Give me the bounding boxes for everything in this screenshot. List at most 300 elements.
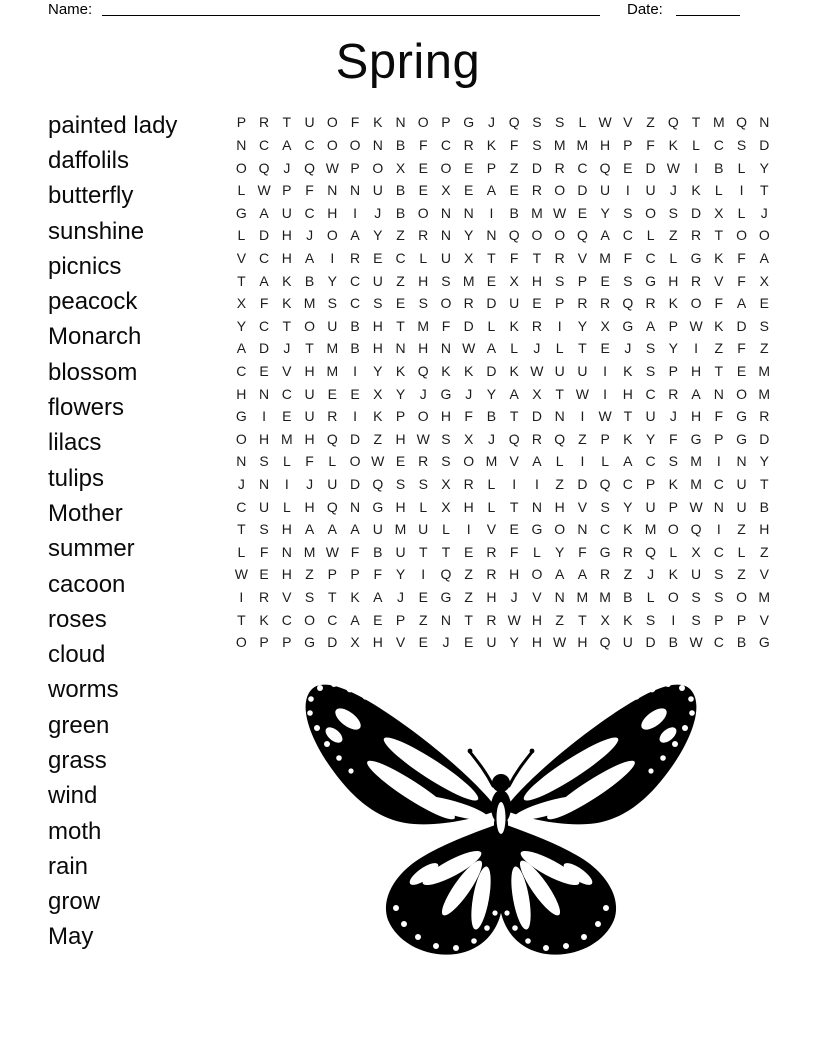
letter-cell: T (691, 114, 701, 131)
letter-cell: N (440, 227, 452, 244)
letter-cell: W (325, 543, 339, 560)
letter-cell: I (284, 476, 289, 493)
word-list-item: moth (48, 817, 102, 845)
letter-cell: Z (555, 611, 564, 628)
letter-cell: A (759, 249, 769, 266)
letter-cell: P (668, 317, 678, 334)
letter-cell: O (349, 136, 361, 153)
letter-cell: K (623, 521, 633, 538)
letter-cell: S (759, 317, 769, 334)
letter-cell: T (714, 227, 724, 244)
letter-cell: L (737, 204, 746, 221)
letter-cell: J (487, 430, 495, 447)
letter-cell: Z (759, 543, 769, 560)
letter-cell: Q (736, 114, 747, 131)
word-list-item: roses (48, 605, 107, 633)
letter-cell: N (736, 453, 747, 470)
letter-cell: Y (509, 634, 519, 651)
letter-cell: L (669, 543, 678, 560)
word-list-item: painted lady (48, 111, 178, 139)
letter-cell: X (691, 543, 701, 560)
letter-cell: I (694, 159, 698, 176)
word-search-grid (230, 111, 776, 654)
letter-cell: E (418, 159, 428, 176)
letter-cell: O (349, 453, 361, 470)
letter-cell: U (577, 363, 588, 379)
letter-cell: E (509, 182, 519, 199)
letter-cell: V (577, 498, 588, 515)
letter-cell: S (441, 272, 451, 289)
letter-cell: Y (486, 385, 497, 402)
letter-cell: F (305, 182, 314, 199)
letter-cell: U (645, 498, 656, 515)
letter-cell: L (692, 136, 700, 153)
letter-cell: L (419, 249, 428, 266)
letter-cell: U (372, 521, 383, 538)
letter-cell: Z (509, 159, 519, 176)
letter-cell: H (668, 272, 679, 289)
letter-cell: W (371, 453, 385, 470)
letter-cell: O (667, 589, 679, 606)
letter-cell: F (509, 249, 519, 266)
letter-cell: S (691, 589, 701, 606)
letter-cell: E (259, 363, 269, 379)
letter-cell: K (714, 317, 724, 334)
letter-cell: C (236, 498, 247, 515)
letter-cell: E (600, 272, 610, 289)
letter-cell: L (669, 249, 678, 266)
letter-cell: D (531, 408, 542, 425)
letter-cell: G (304, 634, 316, 651)
letter-cell: B (395, 204, 406, 221)
letter-cell: D (486, 295, 497, 312)
letter-cell: M (690, 476, 702, 493)
letter-cell: M (576, 136, 589, 153)
letter-cell: J (647, 566, 655, 583)
letter-cell: B (714, 159, 724, 176)
letter-cell: K (714, 249, 724, 266)
letter-cell: S (418, 476, 428, 493)
letter-cell: T (282, 114, 292, 131)
letter-cell: P (259, 634, 269, 651)
letter-cell: D (645, 159, 656, 176)
letter-cell: O (736, 589, 747, 606)
letter-cell: L (487, 476, 496, 493)
letter-cell: K (282, 272, 292, 289)
letter-cell: S (668, 204, 678, 221)
letter-cell: N (440, 611, 452, 628)
letter-cell: G (758, 634, 770, 651)
letter-cell: G (736, 408, 747, 425)
letter-cell: T (237, 611, 246, 628)
letter-cell: H (463, 498, 474, 515)
letter-cell: F (714, 295, 724, 312)
letter-cell: Z (646, 114, 655, 131)
letter-cell: F (373, 566, 383, 583)
letter-cell: O (531, 227, 543, 244)
letter-cell: J (442, 634, 450, 651)
letter-cell: E (577, 204, 588, 221)
letter-cell: C (440, 136, 452, 153)
letter-cell: J (760, 204, 768, 221)
letter-cell: X (464, 249, 474, 266)
letter-cell: R (600, 295, 611, 312)
letter-cell: U (281, 204, 292, 221)
letter-cell: K (395, 363, 406, 379)
letter-cell: R (531, 430, 542, 447)
letter-cell: B (759, 498, 769, 515)
letter-cell: Z (714, 340, 724, 357)
letter-cell: L (646, 589, 655, 606)
word-list-item: rain (48, 852, 89, 880)
letter-cell: K (668, 566, 678, 583)
letter-cell: C (281, 385, 292, 402)
letter-cell: M (326, 340, 339, 357)
letter-cell: P (395, 408, 406, 425)
letter-cell: X (600, 317, 610, 334)
letter-cell: N (713, 385, 724, 402)
letter-cell: E (350, 385, 360, 402)
letter-cell: Q (508, 227, 520, 244)
letter-cell: I (353, 363, 357, 379)
letter-cell: Q (554, 430, 566, 447)
letter-cell: J (669, 408, 677, 425)
letter-cell: A (532, 453, 542, 470)
letter-cell: O (554, 182, 566, 199)
letter-cell: D (736, 317, 747, 334)
word-list-item: sunshine (48, 217, 145, 245)
letter-cell: W (416, 430, 430, 447)
letter-cell: O (440, 159, 452, 176)
word-list (48, 108, 177, 955)
letter-cell: E (464, 182, 474, 199)
letter-cell: Q (508, 430, 520, 447)
letter-cell: A (486, 340, 497, 357)
letter-cell: E (373, 611, 383, 628)
letter-cell: I (239, 589, 244, 606)
letter-cell: G (736, 430, 747, 447)
letter-cell: Q (372, 476, 384, 493)
letter-cell: P (350, 566, 360, 583)
letter-cell: A (282, 136, 292, 153)
letter-cell: Z (669, 227, 678, 244)
word-list-item: Mother (48, 499, 123, 527)
letter-cell: F (646, 136, 655, 153)
letter-cell: T (759, 476, 769, 493)
letter-cell: J (306, 227, 314, 244)
letter-cell: E (736, 363, 747, 379)
letter-cell: F (259, 295, 269, 312)
letter-cell: U (622, 634, 633, 651)
letter-cell: S (259, 521, 269, 538)
letter-cell: M (690, 453, 702, 470)
letter-cell: O (372, 159, 384, 176)
letter-cell: T (396, 317, 405, 334)
letter-cell: D (327, 634, 338, 651)
letter-cell: Q (258, 159, 270, 176)
letter-cell: Q (326, 498, 338, 515)
letter-cell: Y (395, 385, 406, 402)
letter-cell: K (668, 295, 678, 312)
letter-cell: J (624, 340, 632, 357)
letter-cell: H (759, 521, 770, 538)
letter-cell: Q (440, 566, 452, 583)
letter-cell: O (326, 114, 338, 131)
letter-cell: H (577, 634, 588, 651)
letter-cell: H (236, 385, 247, 402)
word-list-item: Monarch (48, 323, 142, 351)
letter-cell: H (440, 408, 452, 425)
letter-cell: F (350, 543, 360, 560)
letter-cell: J (237, 476, 245, 493)
letter-cell: O (554, 227, 566, 244)
letter-cell: M (281, 430, 293, 447)
letter-cell: W (462, 340, 476, 357)
letter-cell: G (235, 204, 247, 221)
letter-cell: R (486, 566, 497, 583)
letter-cell: W (689, 317, 703, 334)
letter-cell: B (304, 272, 315, 289)
letter-cell: Q (622, 295, 634, 312)
letter-cell: M (531, 204, 543, 221)
letter-cell: E (373, 249, 383, 266)
letter-cell: C (281, 611, 292, 628)
letter-cell: V (395, 634, 406, 651)
letter-cell: B (350, 317, 360, 334)
name-blank-line (102, 0, 600, 16)
letter-cell: N (531, 498, 542, 515)
letter-cell: Q (599, 476, 611, 493)
letter-cell: L (487, 498, 496, 515)
letter-cell: T (418, 543, 428, 560)
letter-cell: X (441, 498, 451, 515)
letter-cell: U (259, 498, 270, 515)
letter-cell: M (576, 589, 589, 606)
letter-cell: D (690, 204, 702, 221)
letter-cell: O (736, 227, 747, 244)
letter-cell: Z (555, 476, 564, 493)
letter-cell: S (304, 589, 315, 606)
word-list-item: green (48, 711, 110, 739)
letter-cell: S (645, 340, 656, 357)
letter-cell: V (759, 566, 769, 583)
letter-cell: S (554, 272, 565, 289)
letter-cell: K (373, 408, 383, 425)
letter-cell: P (668, 363, 678, 379)
word-list-item: wind (48, 782, 98, 810)
letter-cell: G (645, 272, 657, 289)
word-list-item: peacock (48, 288, 138, 316)
letter-cell: K (464, 363, 474, 379)
letter-cell: U (304, 385, 315, 402)
letter-cell: X (464, 430, 474, 447)
letter-cell: M (553, 136, 566, 153)
letter-cell: I (603, 363, 608, 379)
letter-cell: C (713, 136, 724, 153)
letter-cell: V (282, 363, 292, 379)
letter-cell: K (441, 363, 451, 379)
letter-cell: V (623, 114, 633, 131)
letter-cell: P (486, 159, 497, 176)
letter-cell: N (713, 498, 724, 515)
letter-cell: R (577, 295, 588, 312)
letter-cell: Q (667, 114, 679, 131)
letter-cell: F (669, 430, 678, 447)
letter-cell: Z (464, 589, 473, 606)
letter-cell: A (259, 272, 269, 289)
word-list-item: lilacs (48, 429, 102, 457)
letter-cell: P (282, 634, 292, 651)
letter-cell: B (736, 634, 747, 651)
letter-cell: V (532, 589, 542, 606)
letter-cell: M (462, 272, 475, 289)
letter-cell: E (464, 634, 474, 651)
letter-cell: P (554, 295, 565, 312)
letter-cell: E (532, 295, 542, 312)
letter-cell: C (645, 249, 656, 266)
letter-cell: Z (396, 272, 405, 289)
letter-cell: Z (623, 566, 633, 583)
letter-cell: O (645, 204, 657, 221)
date-blank-line (676, 0, 740, 16)
letter-cell: L (237, 227, 246, 244)
letter-cell: O (326, 227, 338, 244)
letter-cell: Q (645, 543, 657, 560)
letter-cell: I (489, 204, 494, 221)
letter-cell: X (600, 611, 610, 628)
letter-cell: K (350, 589, 360, 606)
letter-cell: S (691, 611, 701, 628)
letter-cell: F (737, 249, 746, 266)
letter-cell: C (236, 363, 247, 379)
letter-cell: G (440, 589, 452, 606)
letter-cell: R (690, 272, 702, 289)
letter-cell: R (554, 249, 565, 266)
letter-cell: F (350, 114, 360, 131)
letter-cell: D (349, 476, 361, 493)
letter-cell: L (510, 340, 519, 357)
letter-cell: C (259, 317, 270, 334)
letter-cell: Y (668, 340, 678, 357)
letter-cell: J (283, 159, 291, 176)
letter-cell: O (304, 317, 316, 334)
letter-cell: X (714, 204, 724, 221)
letter-cell: I (557, 317, 562, 334)
letter-cell: E (759, 295, 769, 312)
letter-cell: A (350, 611, 360, 628)
letter-cell: C (622, 227, 633, 244)
word-list-item: picnics (48, 252, 122, 280)
letter-cell: J (397, 589, 404, 606)
letter-cell: Q (599, 634, 611, 651)
letter-cell: B (373, 543, 383, 560)
letter-cell: I (716, 521, 721, 538)
letter-cell: V (486, 521, 497, 538)
letter-cell: J (419, 385, 427, 402)
letter-cell: C (713, 634, 724, 651)
letter-cell: U (327, 317, 338, 334)
letter-cell: S (418, 295, 428, 312)
letter-cell: N (554, 408, 565, 425)
letter-cell: G (372, 498, 384, 515)
letter-cell: S (736, 136, 747, 153)
letter-cell: S (623, 204, 633, 221)
letter-cell: L (555, 453, 564, 470)
letter-cell: U (600, 182, 611, 199)
letter-cell: P (441, 114, 451, 131)
letter-cell: S (441, 430, 451, 447)
letter-cell: L (578, 114, 587, 131)
letter-cell: O (736, 385, 747, 402)
letter-cell: H (281, 227, 292, 244)
letter-cell: Q (690, 521, 702, 538)
letter-cell: S (373, 295, 383, 312)
letter-cell: H (372, 317, 383, 334)
letter-cell: I (716, 453, 721, 470)
letter-cell: O (758, 227, 770, 244)
letter-cell: K (509, 317, 519, 334)
letter-cell: T (714, 363, 724, 379)
letter-cell: E (464, 159, 474, 176)
letter-cell: R (531, 317, 542, 334)
letter-cell: U (372, 182, 383, 199)
letter-cell: B (350, 340, 360, 357)
letter-cell: T (441, 543, 451, 560)
letter-cell: K (623, 430, 633, 447)
letter-cell: U (418, 521, 429, 538)
letter-cell: S (645, 363, 656, 379)
letter-cell: R (259, 114, 270, 131)
letter-cell: Q (576, 227, 588, 244)
word-list-item: cacoon (48, 570, 126, 598)
letter-cell: Z (373, 430, 383, 447)
letter-cell: H (372, 634, 383, 651)
letter-cell: R (486, 611, 497, 628)
letter-cell: C (259, 249, 270, 266)
letter-cell: Z (737, 521, 746, 538)
letter-cell: N (440, 204, 452, 221)
letter-cell: N (236, 136, 247, 153)
letter-cell: R (600, 566, 611, 583)
letter-cell: O (417, 408, 429, 425)
letter-cell: D (259, 227, 270, 244)
letter-cell: H (395, 430, 406, 447)
word-list-item: grass (48, 746, 107, 774)
letter-cell: A (691, 385, 701, 402)
letter-cell: H (281, 521, 292, 538)
letter-cell: O (531, 566, 543, 583)
letter-cell: G (690, 249, 702, 266)
letter-cell: Y (373, 227, 383, 244)
letter-cell: K (259, 611, 269, 628)
letter-cell: E (486, 272, 497, 289)
letter-cell: A (736, 295, 747, 312)
letter-cell: I (534, 476, 539, 493)
letter-cell: W (689, 634, 703, 651)
letter-cell: S (645, 611, 656, 628)
letter-cell: K (282, 295, 292, 312)
letter-cell: L (714, 182, 723, 199)
name-label: Name: (48, 1, 93, 18)
word-list-item: tulips (48, 464, 105, 492)
letter-cell: E (259, 566, 269, 583)
letter-cell: E (418, 589, 428, 606)
word-list-item: worms (48, 676, 119, 704)
letter-cell: T (237, 272, 246, 289)
letter-cell: G (599, 543, 611, 560)
letter-cell: S (327, 295, 337, 312)
letter-cell: Z (578, 430, 587, 447)
